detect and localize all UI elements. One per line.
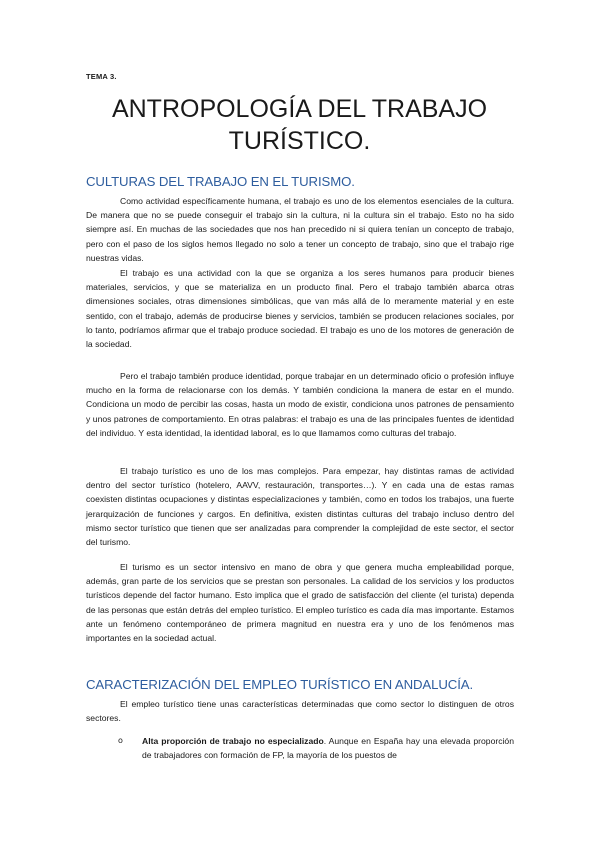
section-heading-cultures: CULTURAS DEL TRABAJO EN EL TURISMO. [86,174,355,189]
paragraph-3 [86,369,514,440]
paragraph-2 [86,266,514,351]
paragraph-text: El trabajo turístico es uno de los mas complejos. Para empezar, hay distintas ramas de actividad dentro del sector turístico (hotelero, AAVV, restauración, transportes…). Y en cada una de estas ramas coexisten distintas ocupaciones y distintas especializaciones y también, como en todos los trabajos, una fuerte jerarquización de funciones y cargos. En definitiva, existen distintas culturas del trabajo incluso dentro del mismo sector turístico que tienen que ser analizadas para comprender la complejidad de este sector, el sector del turismo. [86,466,514,548]
title-line-1: ANTROPOLOGÍA DEL TRABAJO [111,95,488,123]
list-item [118,734,514,762]
list-item-body: . Aunque en España hay una elevada proporción de trabajadores con formación de FP, la mayoría de los puestos de [142,736,514,761]
paragraph-1 [86,194,514,265]
list-item-emphasis: Alta proporción de trabajo no especializado [142,736,324,746]
topic-label: TEMA 3. [86,72,117,81]
paragraph-text: El trabajo es una actividad con la que se organiza a los seres humanos para producir bienes materiales, servicios, y que se materializa en un producto final. Pero el trabajo también abarca otras dimensiones sociales, otras dimensiones simbólicas, que van más allá de lo meramente material y en este sentido, con el trabajo, además de producirse bienes y servicios, también se producen relaciones sociales, por lo tanto, podríamos afirmar que el trabajo produce sociedad. El trabajo es uno de los motores de generación de la sociedad. [86,268,514,350]
paragraph-6 [86,697,514,725]
paragraph-text: Como actividad específicamente humana, el trabajo es uno de los elementos esenciales de la cultura. De manera que no se puede conseguir el trabajo sin la cultura, ni la cultura sin el trabajo. Esto no ha sido siempre así. En muchas de las sociedades que nos han precedido ni si quiera tenían un concepto de trabajo, pero con el paso de los siglos hemos llegado no solo a tener un concepto de trabajo, sino que el trabajo rige nuestras vidas. [86,196,514,263]
list-item-text [142,734,514,762]
bullet-marker: o [118,736,123,745]
title-line-2: TURÍSTICO. [228,127,371,155]
paragraph-4 [86,464,514,549]
paragraph-text: El empleo turístico tiene unas características determinadas que como sector lo distinguen de otros sectores. [86,699,514,724]
paragraph-text: El turismo es un sector intensivo en mano de obra y que genera mucha empleabilidad porque, además, gran parte de los servicios que se prestan son personales. La calidad de los servicios y los productos turísticos depende del factor humano. Esto implica que el grado de satisfacción del cliente (el turista) dependa de las personas que están detrás del empleo turístico. El empleo turístico es cada día mas importante. Estamos ante un fenómeno contemporáneo de primera magnitud en nuestra era y uno de los fenómenos mas importantes en la sociedad actual. [86,562,514,644]
document-title [86,93,513,157]
section-heading-employment: CARACTERIZACIÓN DEL EMPLEO TURÍSTICO EN ANDALUCÍA. [86,677,474,692]
paragraph-5 [86,560,514,645]
paragraph-text: Pero el trabajo también produce identidad, porque trabajar en un determinado oficio o profesión influye mucho en la forma de relacionarse con los demás. Y también condiciona la manera de estar en el mundo. Condiciona un modo de percibir las cosas, hasta un modo de existir, condiciona unos patrones de pensamiento y unos patrones de comportamiento. En otras palabras: el trabajo es una de las principales fuentes de identidad del individuo. Y esta identidad, la identidad laboral, es lo que llamamos como culturas del trabajo. [86,371,514,438]
